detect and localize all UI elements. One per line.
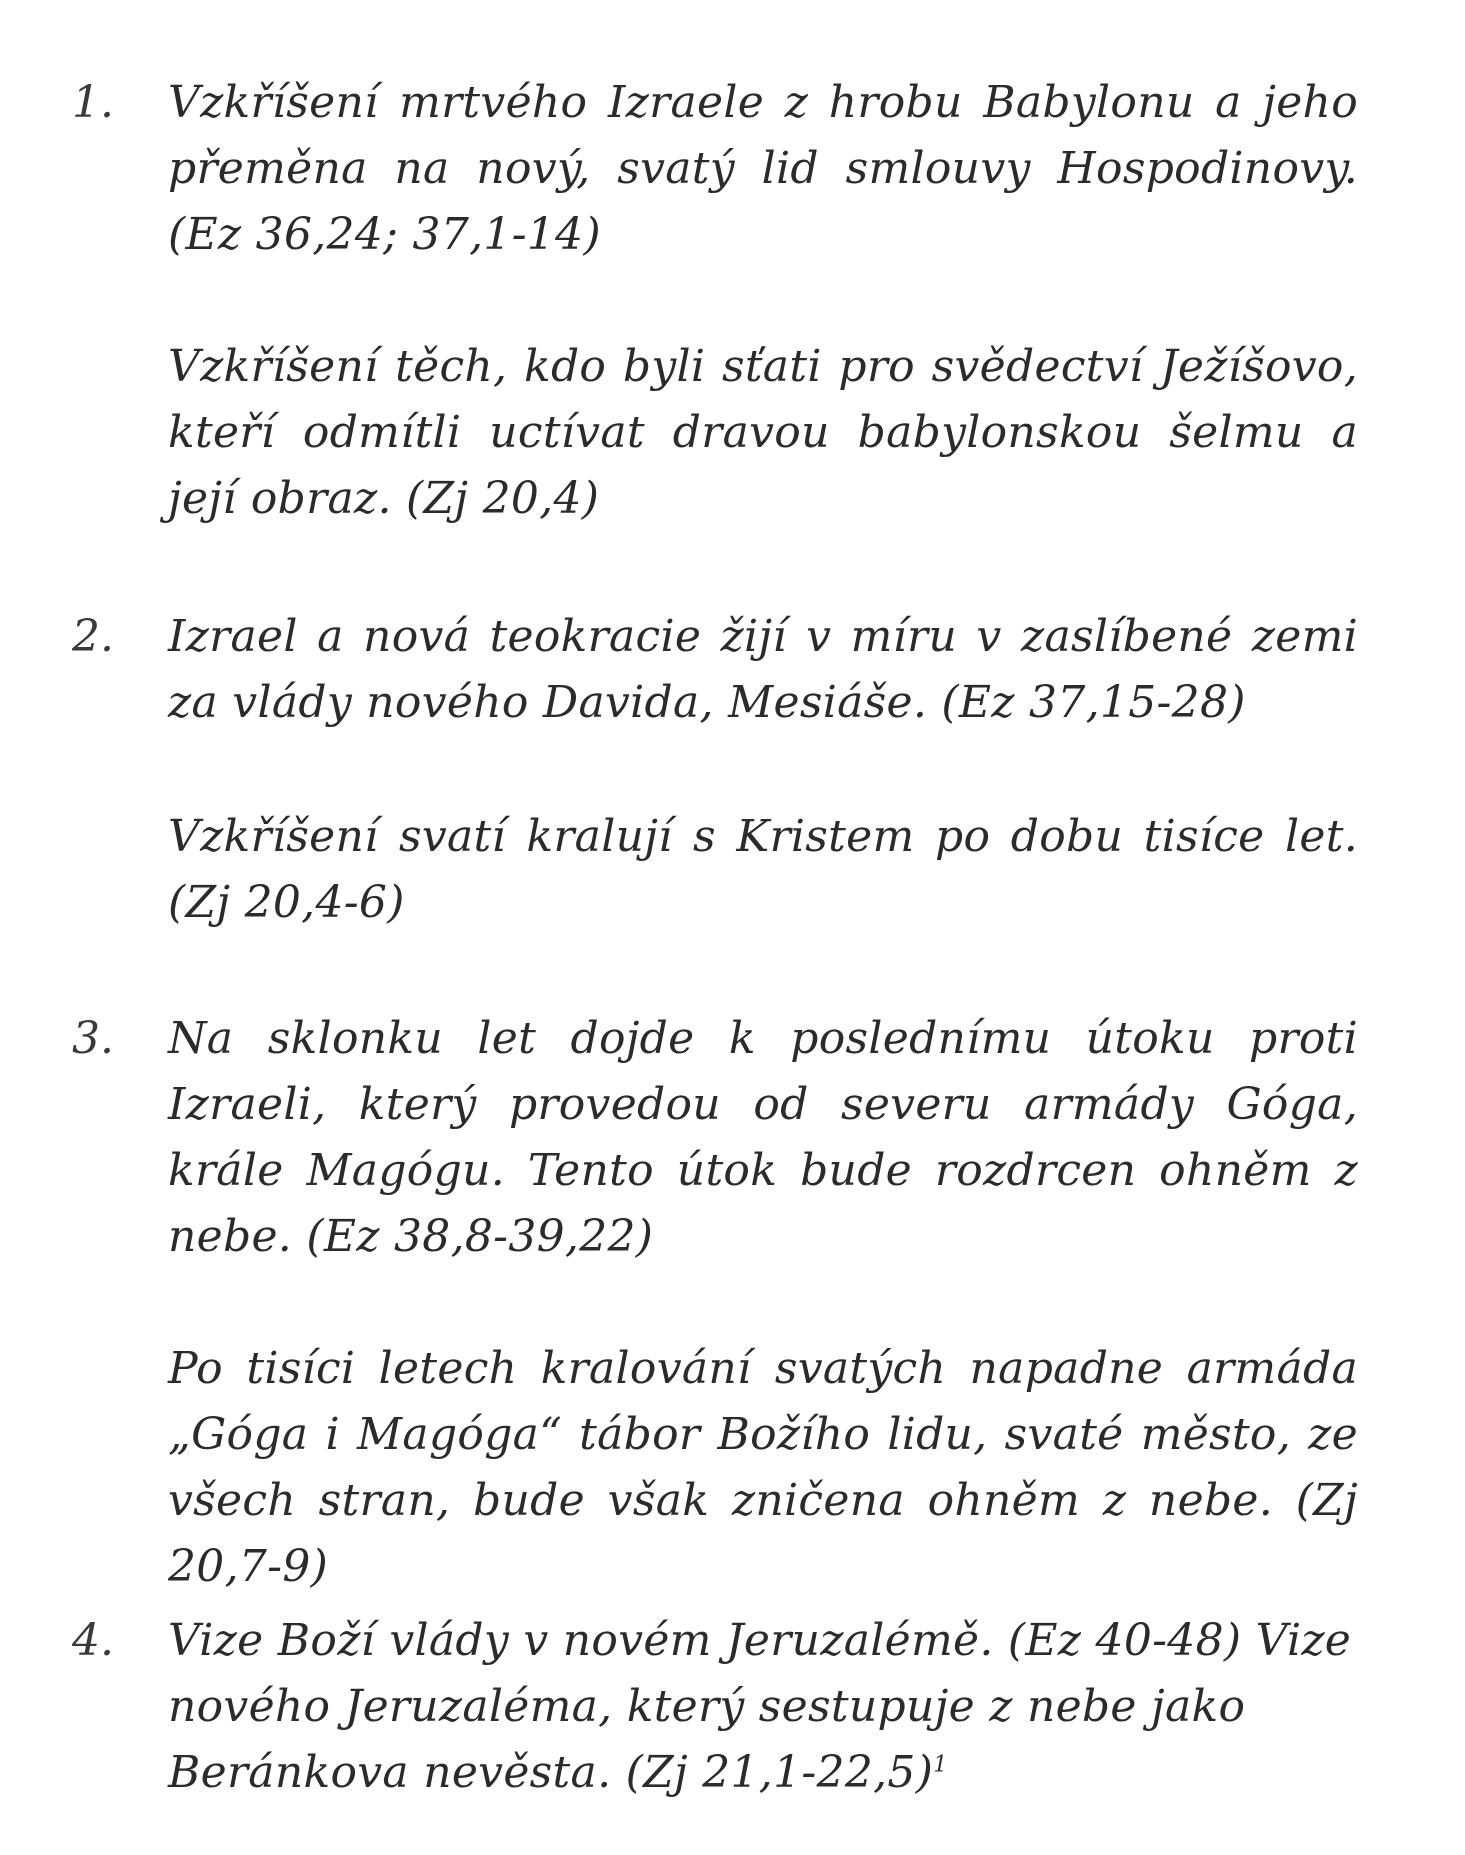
item-number: 2. — [72, 611, 114, 662]
item-paragraph: Vzkříšení mrtvého Izraele z hrobu Babylonu a jeho přeměna na nový, svatý lid smlouvy Hospodinovy. (Ez 36,24; 37,1-14) — [168, 77, 1358, 260]
item-paragraph-text: Vize Boží vlády v novém Jeruzalémě. (Ez 40-48) Vize nového Jeruzaléma, který sestupuje z nebe jako Beránkova nevěsta. (Zj 21,1-22,5) — [168, 1615, 1352, 1798]
item-paragraph: Vzkříšení těch, kdo byli sťati pro svědectví Ježíšovo, kteří odmítli uctívat dravou babylonskou šelmu a její obraz. (Zj 20,4) — [168, 341, 1358, 524]
item-paragraph: Po tisíci letech kralování svatých napadne armáda „Góga i Magóga“ tábor Božího lidu, svaté město, ze všech stran, bude však zničena ohněm z nebe. (Zj 20,7-9) — [168, 1343, 1358, 1592]
item-number: 1. — [72, 77, 114, 128]
item-paragraph: Vzkříšení svatí kralují s Kristem po dobu tisíce let. (Zj 20,4-6) — [168, 811, 1358, 928]
item-number: 4. — [72, 1615, 114, 1666]
item-paragraph: Izrael a nová teokracie žijí v míru v zaslíbené zemi za vlády nového Davida, Mesiáše. (Ez 37,15-28) — [168, 611, 1358, 728]
footnote-marker: 1 — [933, 1752, 948, 1778]
item-paragraph: Na sklonku let dojde k poslednímu útoku proti Izraeli, který provedou od severu armády Góga, krále Magógu. Tento útok bude rozdrcen ohněm z nebe. (Ez 38,8-39,22) — [168, 1013, 1358, 1262]
item-number: 3. — [72, 1013, 114, 1064]
item-paragraph — [168, 1608, 1358, 1806]
